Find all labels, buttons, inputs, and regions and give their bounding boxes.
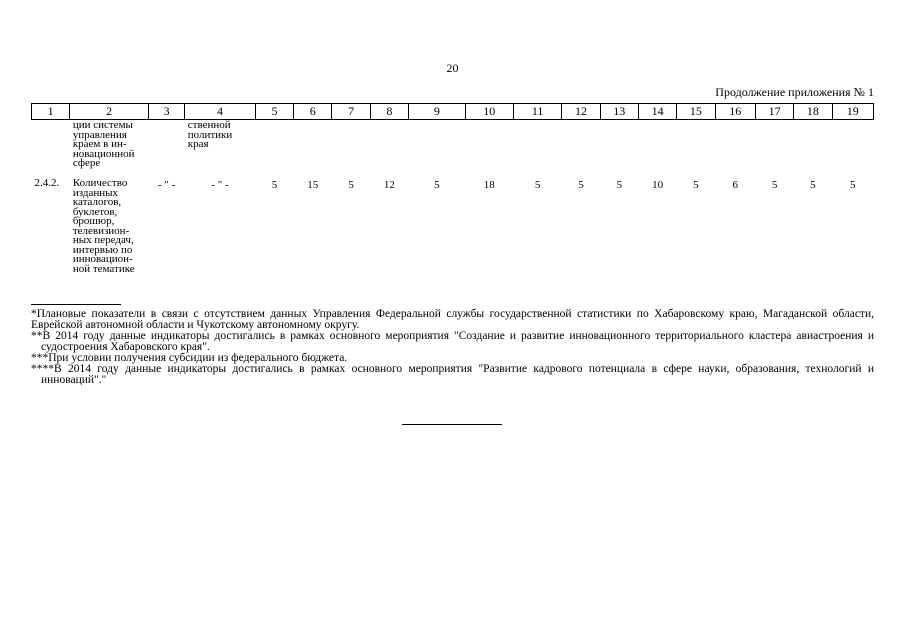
indicator-name-line: телевизион- (72, 224, 130, 237)
column-number: 2 (70, 104, 149, 120)
continuation-caption: Продолжение приложения № 1 (715, 85, 874, 99)
footnotes (31, 309, 874, 386)
column-number: 7 (332, 104, 370, 120)
indicator-name-line: ции системы (72, 119, 133, 131)
value-cell: 5 (810, 179, 816, 191)
column-number: 13 (600, 104, 638, 120)
indicator-name-line: интервью по (72, 243, 133, 256)
indicator-name-line: ной тематике (72, 262, 135, 275)
indicator-name-line: краем в ин- (72, 138, 127, 150)
indicator-name-line: сфере (72, 157, 101, 169)
column-number: 6 (294, 104, 332, 120)
column-number: 10 (465, 104, 513, 120)
row-number-cell: 2.4.2. (34, 177, 60, 189)
column-number: 17 (755, 104, 793, 120)
indicator-name-cell (70, 120, 149, 174)
indicator-name-line: ных передач, (72, 234, 134, 246)
column-number: 9 (409, 104, 465, 120)
value-cell: 18 (483, 179, 495, 191)
value-cell: 5 (616, 179, 623, 191)
footnote: *Плановые показатели в связи с отсутствием данных Управления Федеральной службы государственной статистики по Хабаровскому краю, Магаданской области, Еврейской автономной области и Чукотскому автономному округу. (31, 308, 874, 331)
value-cell: 5 (850, 179, 856, 191)
footnote: ****В 2014 году данные индикаторы достигались в рамках основного мероприятия "Развитие кадрового потенциала в сфере науки, образования, технологий и инноваций"." (31, 363, 874, 386)
column-number: 14 (638, 104, 676, 120)
column-number: 19 (832, 104, 873, 120)
column-number: 16 (715, 104, 755, 120)
indicator-name-cell (70, 173, 149, 277)
executor-line: ственной (187, 119, 231, 131)
indicator-name-line: инновацион- (72, 253, 133, 265)
footnote: ***При условии получения субсидии из федерального бюджета. (31, 352, 348, 364)
column-number: 11 (513, 104, 561, 120)
indicator-name-line: каталогов, (72, 196, 122, 208)
value-cell: 5 (348, 179, 354, 191)
executor-cell: - " - (211, 179, 229, 191)
indicators-table (31, 103, 874, 277)
value-cell: 6 (732, 179, 738, 191)
value-cell: 12 (383, 179, 395, 191)
table-row (32, 173, 874, 277)
column-number: 8 (370, 104, 408, 120)
indicator-name-line: новационной (72, 147, 135, 160)
value-cell: 15 (307, 179, 319, 191)
indicator-name-line: Количество (72, 177, 128, 189)
end-separator (402, 424, 502, 425)
column-number: 18 (794, 104, 832, 120)
column-number-row (32, 104, 874, 120)
executor-line: политики (187, 128, 233, 141)
footnote-separator (31, 304, 121, 305)
value-cell: 5 (771, 179, 778, 191)
table-row (32, 120, 874, 174)
value-cell: 10 (652, 179, 664, 191)
column-number: 15 (677, 104, 715, 120)
column-number: 12 (562, 104, 600, 120)
executor-line: края (187, 138, 209, 150)
value-cell: 5 (578, 179, 584, 191)
indicator-name-line: управления (72, 128, 127, 141)
row-number-cell (32, 120, 70, 174)
value-cell: 5 (693, 179, 699, 191)
value-cell: 5 (271, 179, 278, 191)
column-number: 4 (185, 104, 256, 120)
column-number: 1 (32, 104, 70, 120)
indicator-name-line: брошюр, (72, 215, 115, 227)
indicator-name-line: изданных (72, 186, 118, 199)
column-number: 5 (255, 104, 293, 120)
unit-cell: - " - (157, 179, 176, 191)
value-cell: 5 (434, 179, 440, 191)
executor-cell (185, 120, 256, 174)
page-number: 20 (446, 61, 459, 75)
footnote: **В 2014 году данные индикаторы достигались в рамках основного мероприятия "Создание и развитие инновационного территориального кластера авиастроения и судостроения Хабаровского края". (31, 330, 874, 353)
unit-cell (148, 120, 184, 174)
indicator-name-line: буклетов, (72, 205, 118, 218)
column-number: 3 (148, 104, 184, 120)
value-cell: 5 (534, 179, 541, 191)
